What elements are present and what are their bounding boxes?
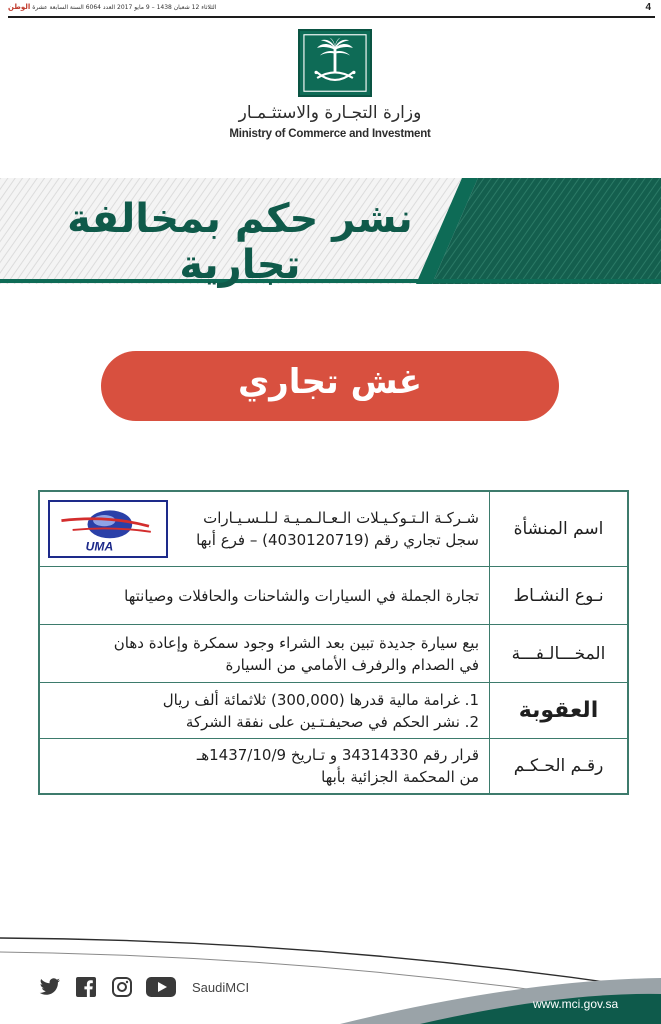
instagram-icon[interactable] — [110, 976, 134, 998]
table-row-establishment — [40, 492, 627, 567]
page-number: 4 — [645, 2, 651, 13]
label-establishment: اسم المنشأة — [489, 492, 627, 566]
violation-line-2: في الصدام والرفرف الأمامي من السيارة — [225, 655, 479, 674]
palm-swords-emblem-icon — [298, 29, 372, 97]
penalty-line-1: 1. غرامة مالية قدرها (300,000) ثلاثمائة ألف ريال — [162, 690, 479, 709]
newspaper-name: الوطن — [8, 3, 31, 11]
penalty-line-2: 2. نشر الحكم في صحيفـتـين على نفقة الشركة — [185, 712, 479, 731]
social-handle[interactable]: SaudiMCI — [192, 979, 250, 995]
header-divider — [8, 16, 655, 18]
social-links — [38, 976, 249, 998]
ruling-court: من المحكمة الجزائية بأبها — [321, 768, 479, 786]
label-activity: نـوع النشـاط — [489, 567, 627, 624]
activity-text: تجارة الجملة في السيارات والشاحنات والحافلات وصيانتها — [124, 586, 479, 605]
value-ruling-number — [46, 739, 479, 793]
table-row-activity — [40, 567, 627, 625]
table-row-violation — [40, 625, 627, 683]
youtube-icon[interactable] — [146, 976, 176, 998]
label-ruling-number: رقـم الحـكـم — [489, 739, 627, 793]
ruling-decision: قرار رقم 34314330 و تـاريخ 1437/10/9هـ — [196, 746, 479, 764]
commercial-register: سجل تجاري رقم (4030120719) – فرع أبها — [196, 531, 479, 549]
value-activity — [46, 567, 479, 624]
value-violation — [46, 625, 479, 682]
violation-line-1: بيع سيارة جديدة تبين بعد الشراء وجود سمكرة وإعادة دهان — [113, 633, 479, 652]
label-penalty: العقوبة — [489, 683, 627, 738]
banner-title: نشر حكم بمخالفة تجارية — [67, 196, 413, 288]
issue-date-text: الثلاثاء 12 شعبان 1438 – 9 مايو 2017 العدد 6064 السنة السابعة عشرة — [32, 4, 217, 11]
uma-logo-text: UMA — [85, 539, 114, 554]
ruling-details-table — [38, 490, 629, 795]
ministry-name-english: Ministry of Commerce and Investment — [229, 128, 431, 140]
table-row-penalty — [40, 683, 627, 739]
facebook-icon[interactable] — [74, 976, 98, 998]
violation-type-label: غش تجاري — [238, 362, 422, 402]
table-row-ruling-number — [40, 739, 627, 793]
newspaper-header-strip — [0, 0, 661, 20]
website-url[interactable]: www.mci.gov.sa — [533, 997, 619, 1011]
ministry-name-arabic: وزارة التجـارة والاستثـمـار — [238, 103, 422, 123]
label-violation: المخـــالـفـــة — [489, 625, 627, 682]
value-penalty — [46, 683, 479, 738]
twitter-icon[interactable] — [38, 976, 62, 998]
issue-line — [8, 3, 216, 11]
company-name: شـركـة الـتـوكـيـلات الـعـالـمـيـة لـلـسـيـارات — [203, 509, 479, 527]
uma-logo-icon — [48, 500, 168, 558]
